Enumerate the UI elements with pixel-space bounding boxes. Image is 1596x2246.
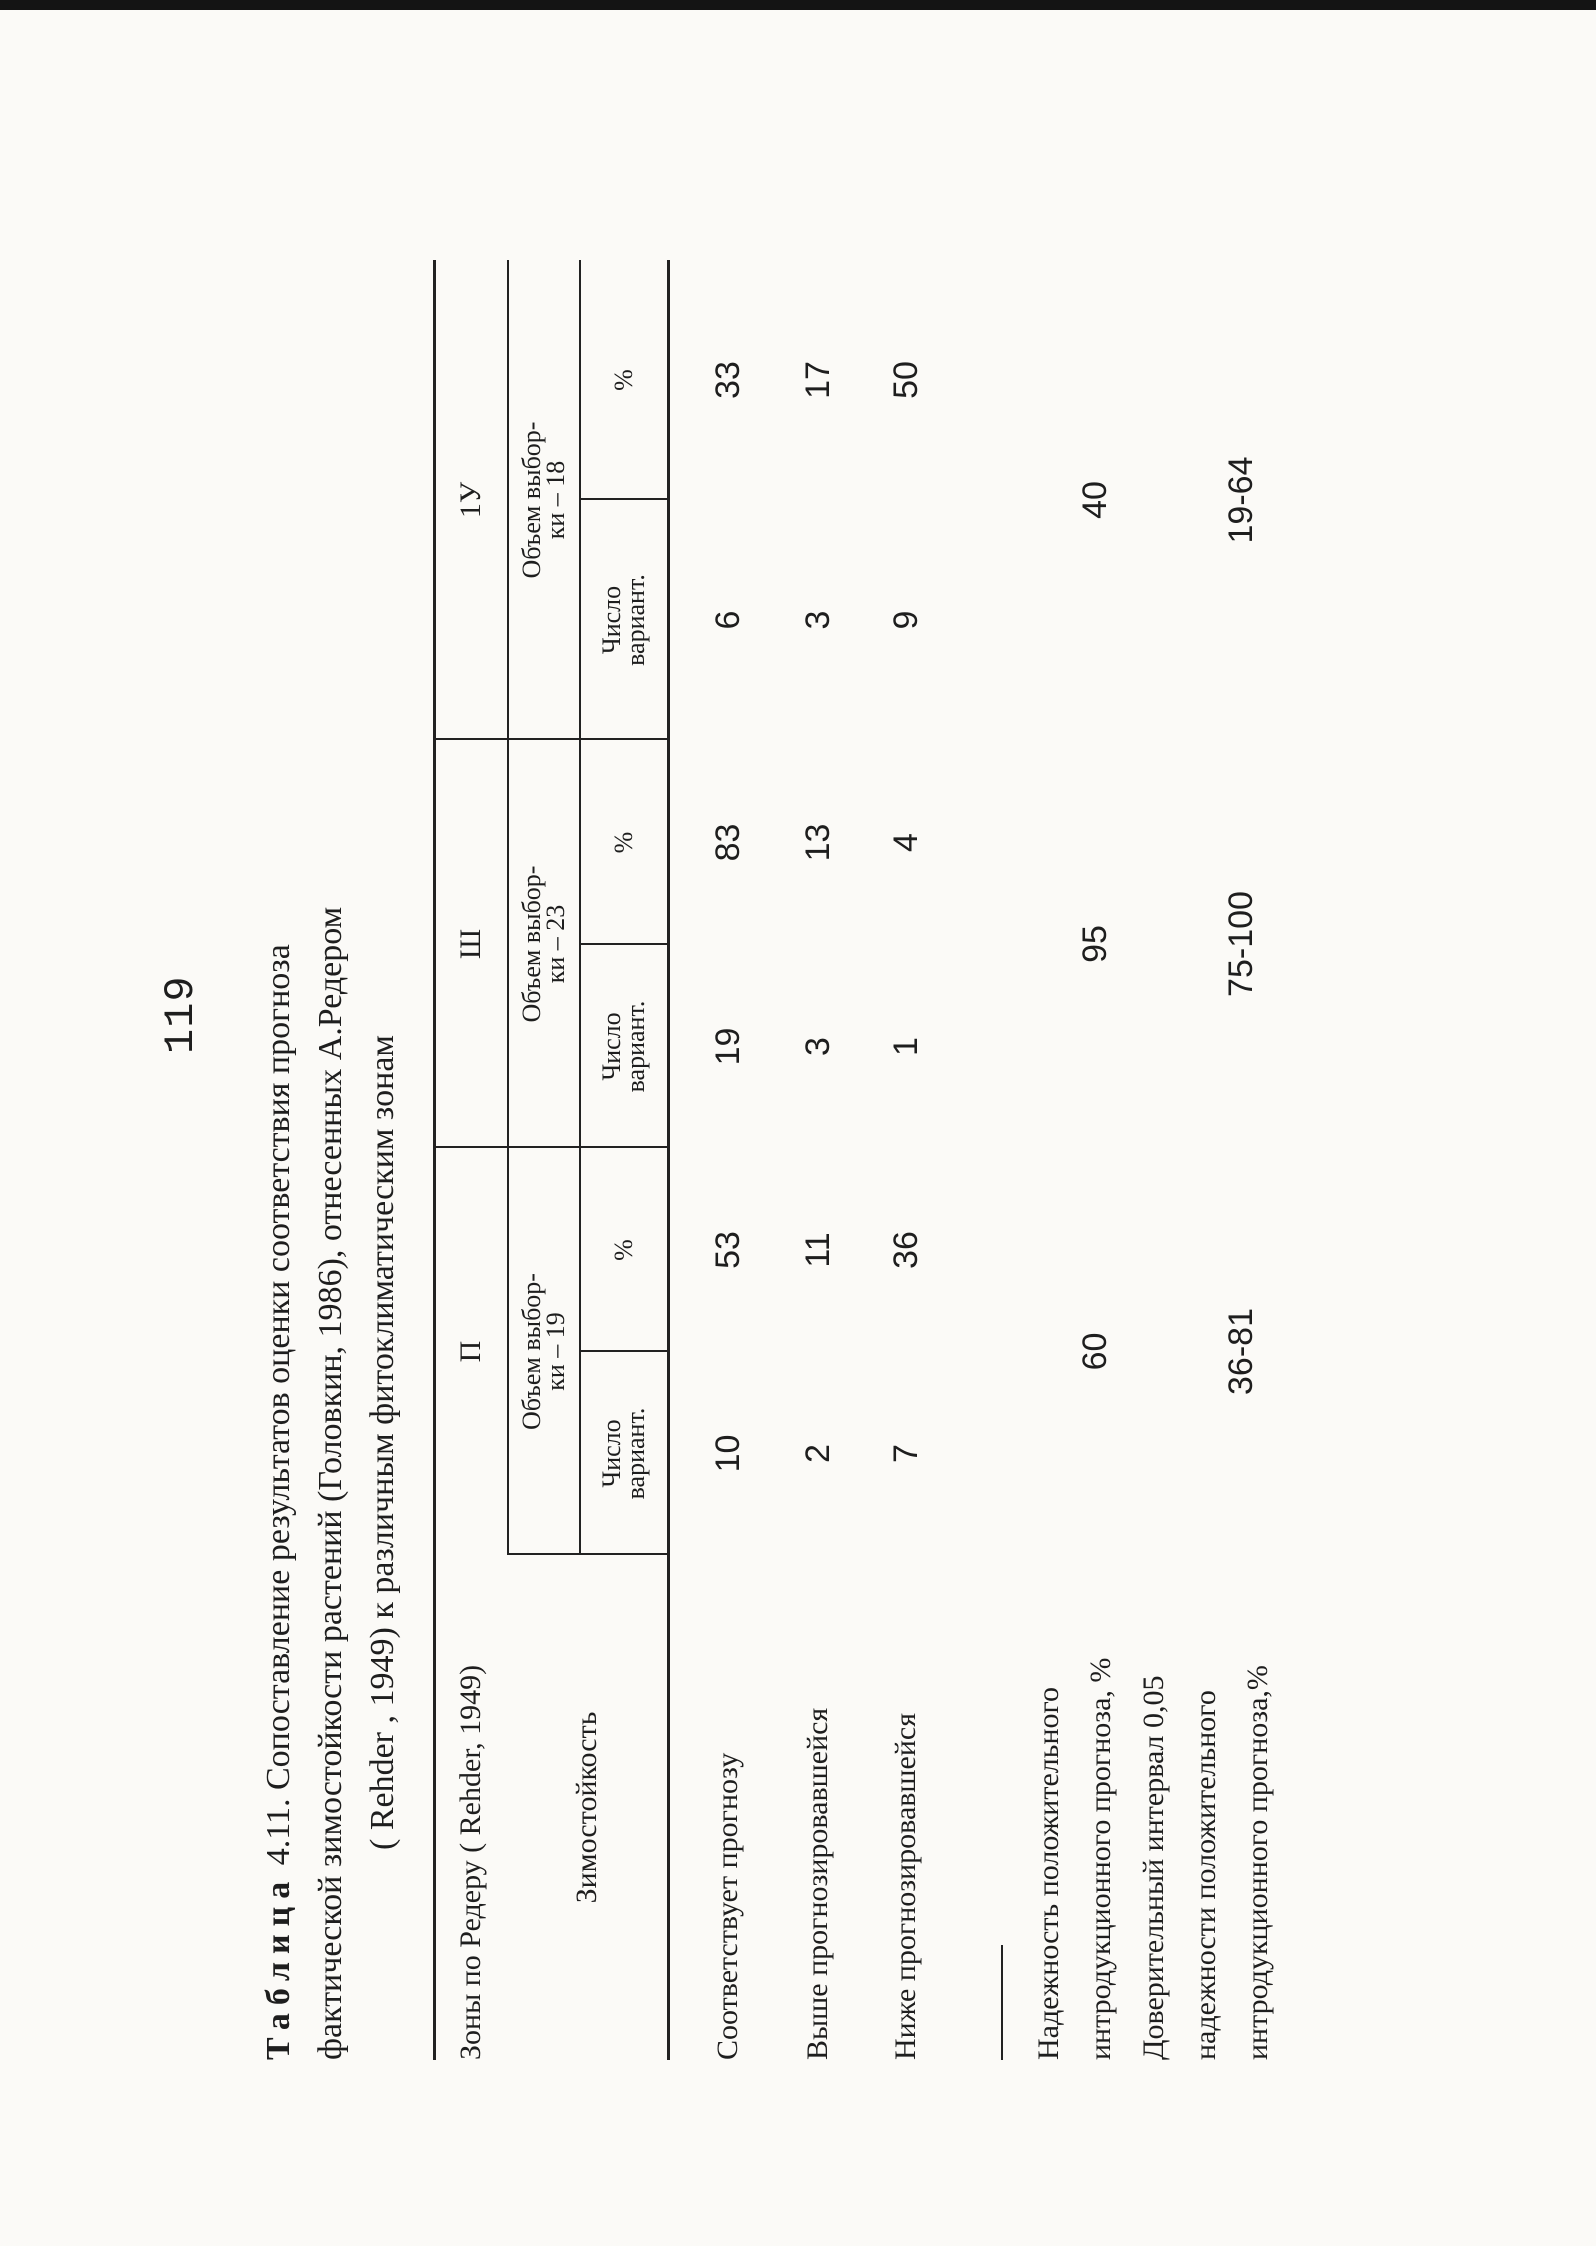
confidence-zone-2: 36-81 xyxy=(1221,1308,1260,1395)
cell-r1-z3-count: 19 xyxy=(708,1027,747,1066)
header-zone-4: 1У xyxy=(454,481,487,519)
header-sample-2: Объем выбор- ки – 19 xyxy=(517,1273,570,1430)
row-label-matches: Соответствует прогнозу xyxy=(711,1752,744,2060)
row-label-below: Ниже прогнозировавшейся xyxy=(889,1712,922,2060)
row-label-above: Выше прогнозировавшейся xyxy=(801,1707,834,2060)
caption-line-2: фактической зимостойкости растений (Головкин, 1986), отнесенных А.Редером xyxy=(312,906,349,2060)
header-bottom-rule xyxy=(667,260,670,2060)
header-count-4: Число вариант. xyxy=(597,574,650,666)
reliability-zone-4: 40 xyxy=(1075,481,1114,519)
reliability-zone-2: 60 xyxy=(1075,1332,1114,1371)
confidence-label-line-2: надежности положительного xyxy=(1189,1690,1222,2060)
confidence-zone-4: 19-64 xyxy=(1221,456,1260,544)
cell-r2-z2-count: 2 xyxy=(798,1444,837,1463)
table-caption xyxy=(253,260,409,2060)
header-pct-3: % xyxy=(609,831,638,854)
header-sample-4: Объем выбор- ки – 18 xyxy=(517,421,570,579)
cell-r1-z4-pct: 33 xyxy=(708,361,747,399)
cell-r3-z3-count: 1 xyxy=(886,1037,925,1056)
caption-text-1: Сопоставление результатов оценки соответствия прогноза xyxy=(260,944,297,1790)
cell-r2-z3-count: 3 xyxy=(798,1037,837,1056)
header-pct-4: % xyxy=(609,369,638,391)
caption-line-1 xyxy=(253,260,305,2060)
confidence-label-line-1: Доверительный интервал 0,05 xyxy=(1137,1675,1170,2060)
scan-top-border xyxy=(0,0,1596,10)
caption-label: Таблица xyxy=(260,1873,297,2060)
cell-r3-z2-count: 7 xyxy=(886,1444,925,1463)
header-pct-2: % xyxy=(609,1239,638,1261)
cell-r1-z3-pct: 83 xyxy=(708,823,747,862)
header-zone-3: Ш xyxy=(454,928,487,960)
rotated-table-page xyxy=(253,260,1273,2060)
confidence-label-line-3: интродукционного прогноза,% xyxy=(1241,1665,1274,2060)
cell-r2-z2-pct: 11 xyxy=(798,1232,837,1268)
reliability-label-line-2: интродукционного прогноза, % xyxy=(1084,1657,1117,2060)
header-sample-3: Объем выбор- ки – 23 xyxy=(517,865,570,1023)
cell-r3-z2-pct: 36 xyxy=(886,1231,925,1269)
header-zones: Зоны по Редеру ( Rehder, 1949) xyxy=(454,1664,487,2060)
header-hardiness: Зимостойкость xyxy=(570,1711,603,1904)
reliability-label-line-1: Надежность положительного xyxy=(1032,1686,1065,2060)
header-count-3: Число вариант. xyxy=(597,1000,650,1093)
cell-r1-z2-count: 10 xyxy=(708,1434,747,1473)
confidence-label xyxy=(1128,1665,1284,2060)
cell-r1-z2-pct: 53 xyxy=(708,1231,747,1269)
header-count-2: Число вариант. xyxy=(597,1407,650,1500)
cell-r2-z4-count: 3 xyxy=(798,610,837,630)
confidence-zone-3: 75-100 xyxy=(1221,891,1260,997)
header-zone-2: П xyxy=(454,1340,487,1363)
footnote-separator xyxy=(1001,1945,1003,2060)
cell-r1-z4-count: 6 xyxy=(708,610,747,630)
caption-line-3: ( Rehder , 1949) к различным фитоклиматическим зонам xyxy=(364,1035,401,1850)
cell-r2-z4-pct: 17 xyxy=(798,361,837,399)
cell-r3-z3-pct: 4 xyxy=(886,833,925,852)
cell-r3-z4-pct: 50 xyxy=(886,361,925,399)
caption-number: 4.11. xyxy=(260,1798,297,1866)
page-number: 119 xyxy=(157,975,205,1054)
reliability-label xyxy=(1023,1658,1127,2060)
reliability-zone-3: 95 xyxy=(1075,925,1114,963)
cell-r2-z3-pct: 13 xyxy=(798,823,837,862)
cell-r3-z4-count: 9 xyxy=(886,610,925,630)
